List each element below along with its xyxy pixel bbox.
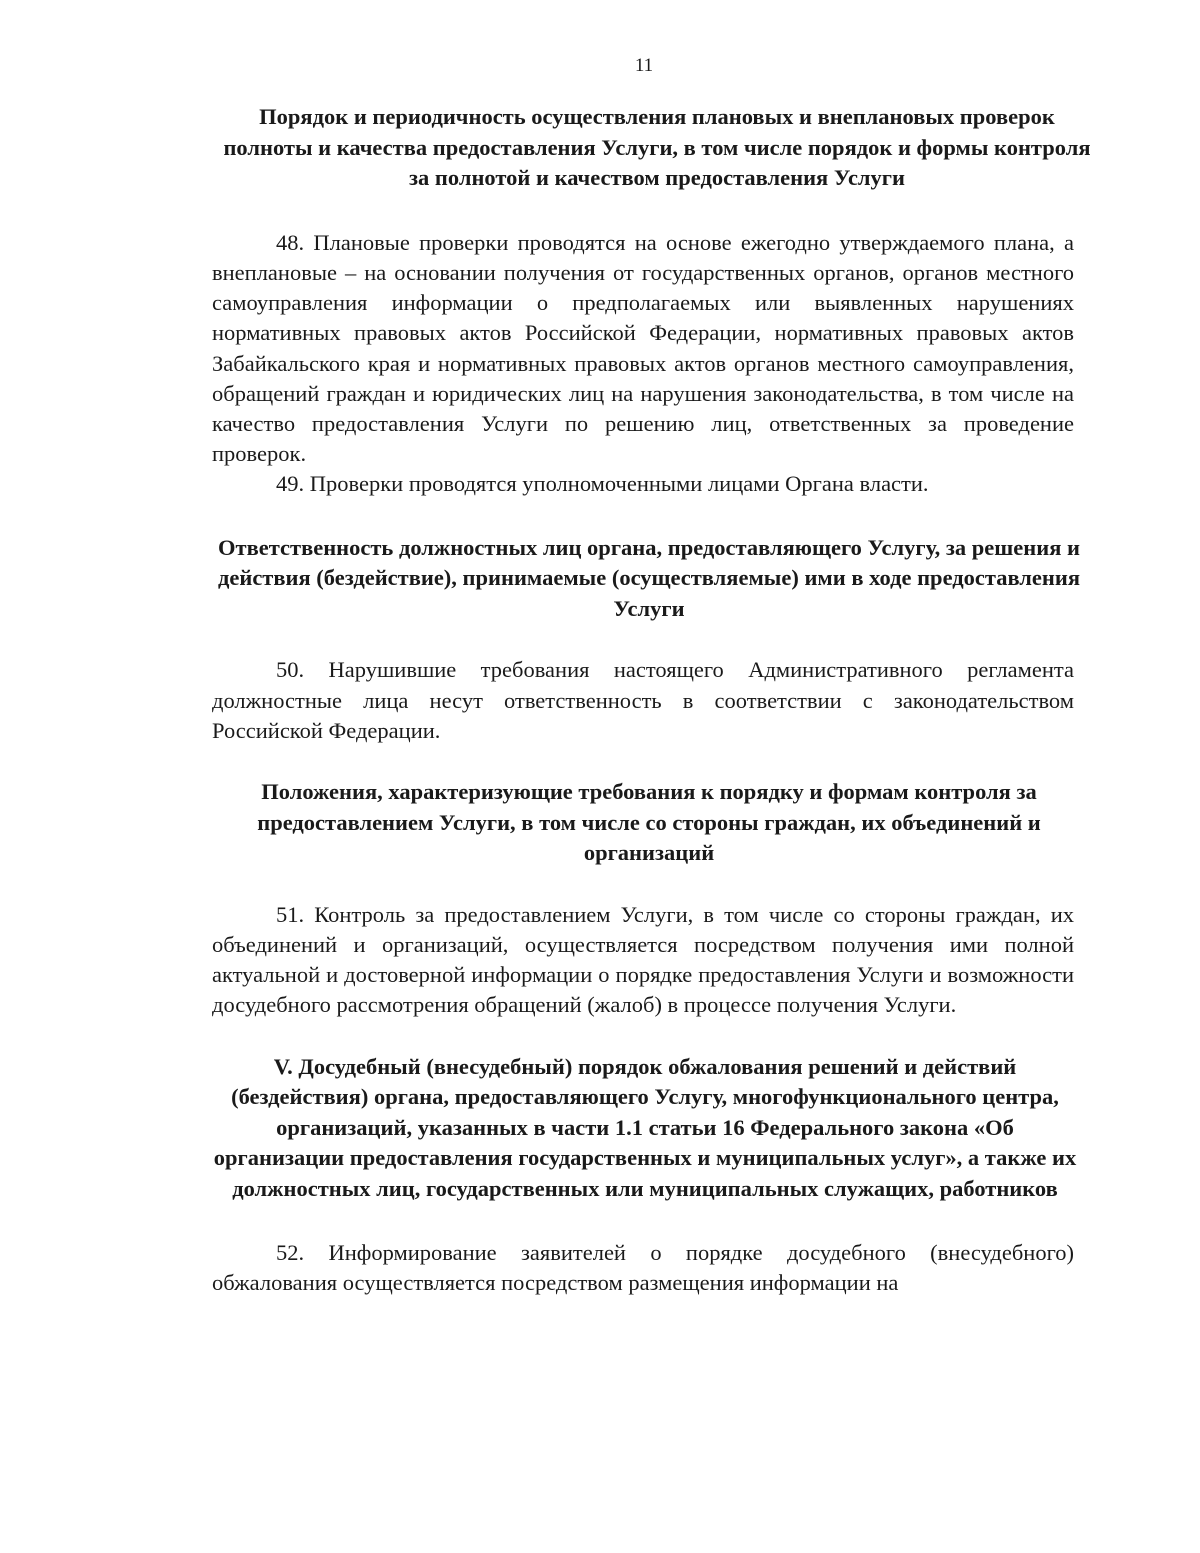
document-body: [212, 102, 1091, 1298]
section-heading-inspections: Порядок и периодичность осуществления плановых и внеплановых проверок полноты и качества предоставления Услуги, в том числе порядок и формы контроля за полнотой и качеством предоставления Услуги: [223, 104, 1091, 191]
section-heading-appeal-procedure: V. Досудебный (внесудебный) порядок обжалования решений и действий (бездействия) органа, предоставляющего Услугу, многофункционального центра, организаций, указанных в части 1.1 статьи 16 Федерального закона «Об организации предоставления государственных и муниципальных услуг», а также их должностных лиц, государственных или муниципальных служащих, работников: [213, 1053, 1077, 1201]
paragraph-48: 48. Плановые проверки проводятся на основе ежегодно утверждаемого плана, а внеплановые – на основании получения от государственных органов, органов местного самоуправления информации о предполагаемых или выявленных нарушениях нормативных правовых актов Российской Федерации, нормативных правовых актов Забайкальского края и нормативных правовых актов органов местного самоуправления, обращений граждан и юридических лиц на нарушения законодательства, в том числе на качество предоставления Услуги по решению лиц, ответственных за проведение проверок.: [212, 229, 1074, 467]
paragraph-49: 49. Проверки проводятся уполномоченными лицами Органа власти.: [276, 471, 929, 497]
section-heading-responsibility: Ответственность должностных лиц органа, предоставляющего Услугу, за решения и действия (бездействие), принимаемые (осуществляемые) ими в ходе предоставления Услуги: [217, 534, 1081, 621]
paragraph-52: 52. Информирование заявителей о порядке досудебного (внесудебного) обжалования осуществляется посредством размещения информации на: [212, 1239, 1074, 1295]
page-number: 11: [634, 55, 654, 76]
paragraph-51: 51. Контроль за предоставлением Услуги, в том числе со стороны граждан, их объединений и организаций, осуществляется посредством получения ими полной актуальной и достоверной информации о порядке предоставления Услуги и возможности досудебного рассмотрения обращений (жалоб) в процессе получения Услуги.: [212, 901, 1074, 1018]
paragraph-50: 50. Нарушившие требования настоящего Административного регламента должностные лица несут ответственность в соответствии с законодательством Российской Федерации.: [212, 657, 1074, 743]
section-heading-control-requirements: Положения, характеризующие требования к порядку и формам контроля за предоставлением Услуги, в том числе со стороны граждан, их объединений и организаций: [257, 779, 1041, 866]
